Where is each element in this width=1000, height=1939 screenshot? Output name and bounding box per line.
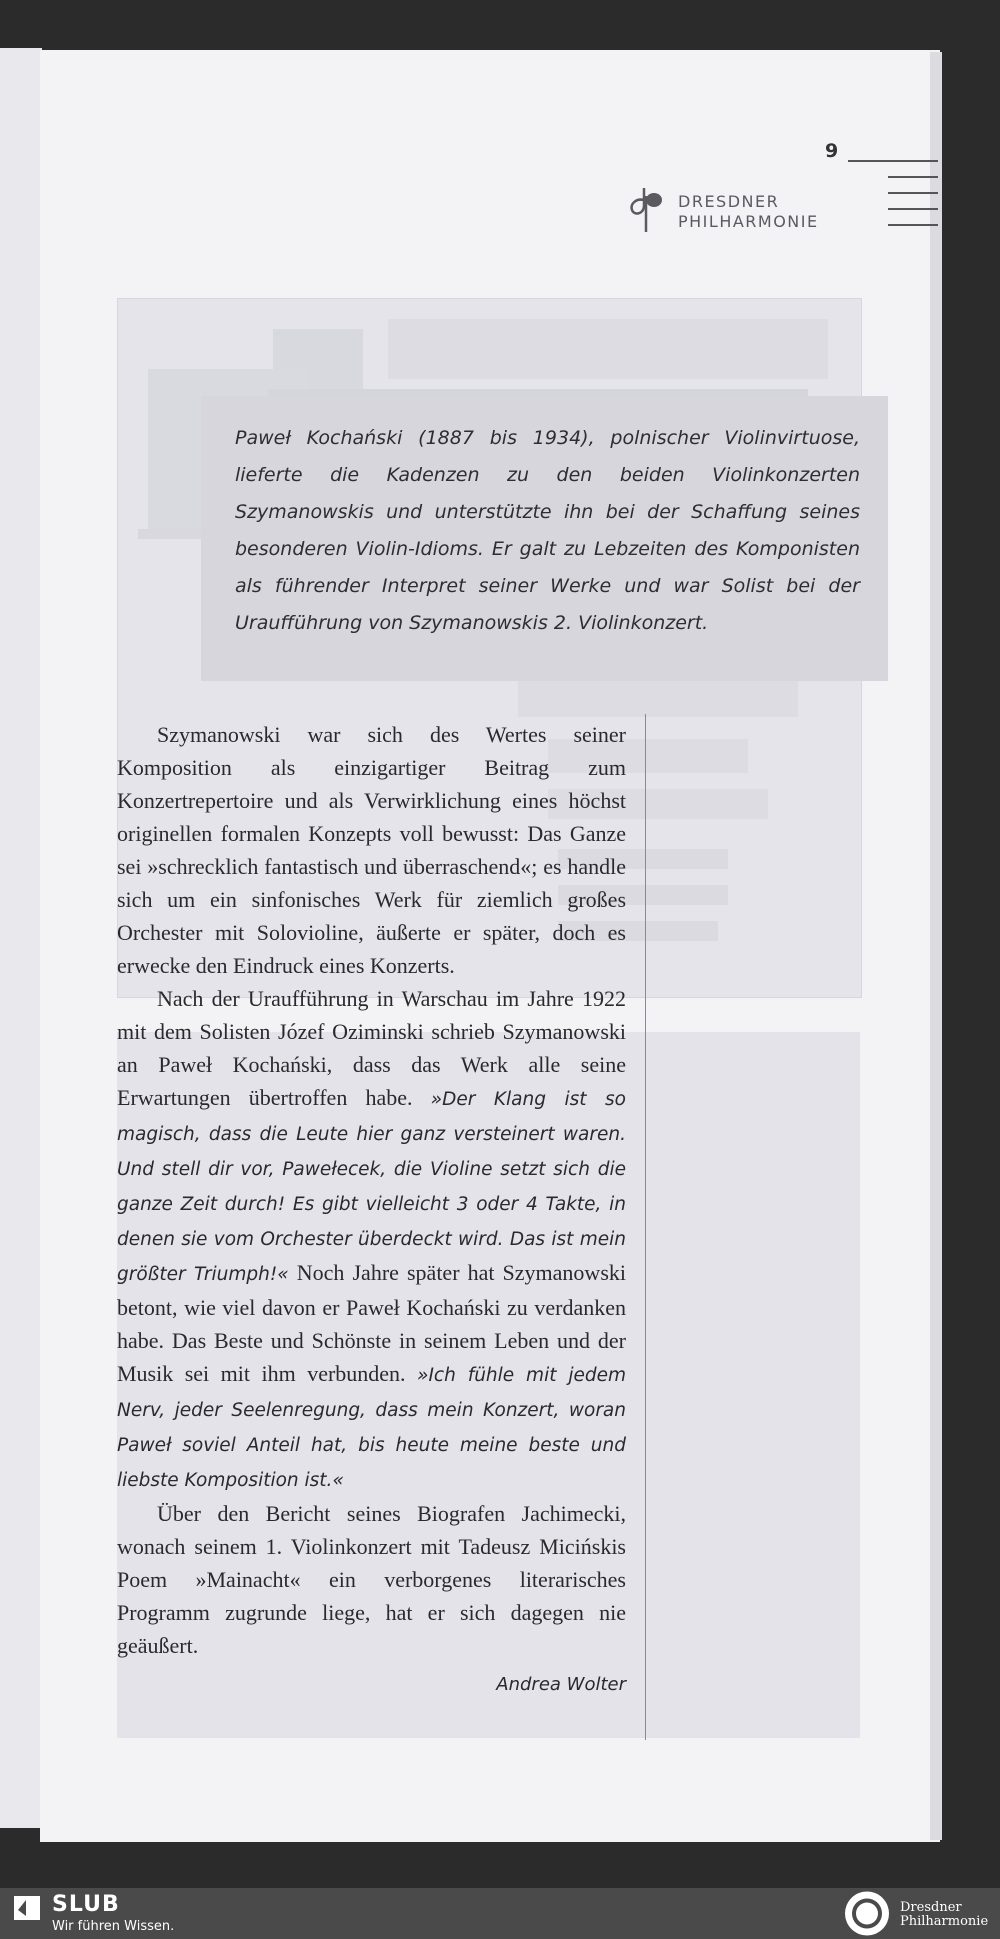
logo-line-1: DRESDNER (678, 192, 780, 211)
footer-dp-line-2: Philharmonie (900, 1914, 989, 1929)
slub-title: SLUB (52, 1892, 120, 1917)
image-caption: Paweł Kochański (1887 bis 1934), polnischer Violinvirtuose, lieferte die Kadenzen zu den beiden Violinkonzerten Szymanowskis und unterstützte ihn bei der Schaffung seines besonderen Violin-Idioms. Er galt zu Lebzeiten des Komponisten als führender Interpret seiner Werke und war Solist bei der Uraufführung von Szymanowskis 2. Violinkonzert. (235, 427, 860, 634)
quote-2: »Ich fühle mit jedem Nerv, jeder Seelenregung, dass mein Konzert, woran Paweł soviel Anteil hat, bis heute meine beste und liebste Komposition ist.« (117, 1365, 626, 1491)
dp-logo-icon (622, 180, 670, 236)
dresdner-philharmonie-logo (622, 180, 852, 236)
facing-page-edge (0, 48, 42, 1828)
paragraph-2 (117, 982, 626, 1497)
paragraph-2-text-a: Nach der Uraufführung in Warschau im Jahre 1922 mit dem Solisten Józef Oziminski schrieb Szymanowski an Paweł Kochański, dass das Werk alle seine Erwartungen übertroffen habe. (117, 986, 626, 1110)
dresdner-philharmonie-footer-icon (842, 1890, 892, 1937)
paragraph-3: Über den Bericht seines Biografen Jachimecki, wonach seinem 1. Violinkonzert mit Tadeusz Micińskis Poem »Mainacht« ein verborgenes literarisches Programm zugrunde liege, hat er sich dagegen nie geäußert. (117, 1501, 626, 1658)
article-body (117, 718, 626, 1701)
paragraph-1: Szymanowski war sich des Wertes seiner Komposition als einzigartiger Beitrag zum Konzertrepertoire und als Verwirklichung eines höchst originellen formalen Konzepts voll bewusst: Das Ganze sei »schrecklich fantastisch und überraschend«; es handle sich um ein sinfonisches Werk für ziemlich großes Orchester mit Solovioline, äußerte er später, doch es erwecke den Eindruck eines Konzerts. (117, 722, 626, 978)
logo-text (678, 192, 819, 232)
page-number: 9 (825, 140, 839, 162)
column-rule (645, 714, 646, 1740)
footer-dp-line-1: Dresdner (900, 1900, 962, 1915)
dresdner-philharmonie-footer-text (900, 1901, 988, 1929)
author-signature: Andrea Wolter (496, 1674, 626, 1695)
page-tab-line (848, 160, 938, 162)
page-tab-line (888, 208, 938, 210)
page-tab-line (888, 192, 938, 194)
page-tab-line (888, 176, 938, 178)
slub-logo-icon (14, 1896, 40, 1920)
footer-bar (0, 1888, 1000, 1939)
page-edge-shadow (930, 52, 942, 1840)
page-tab-line (888, 224, 938, 226)
slub-subtitle: Wir führen Wissen. (52, 1919, 175, 1934)
quote-1: »Der Klang ist so magisch, dass die Leute hier ganz versteinert waren. Und stell dir vor, Pawełecek, die Violine setzt sich die ganze Zeit durch! Es gibt vielleicht 3 oder 4 Takte, in denen sie vom Orchester überdeckt wird. Das ist mein größter Triumph!« (117, 1089, 626, 1285)
logo-line-2: PHILHARMONIE (678, 212, 819, 231)
paragraph-2-text-b: Noch Jahre später hat Szymanowski betont, wie viel davon er Paweł Kochański zu verdanken habe. Das Beste und Schönste in seinem Leben und der Musik sei mit ihm verbunden. (117, 1260, 626, 1386)
